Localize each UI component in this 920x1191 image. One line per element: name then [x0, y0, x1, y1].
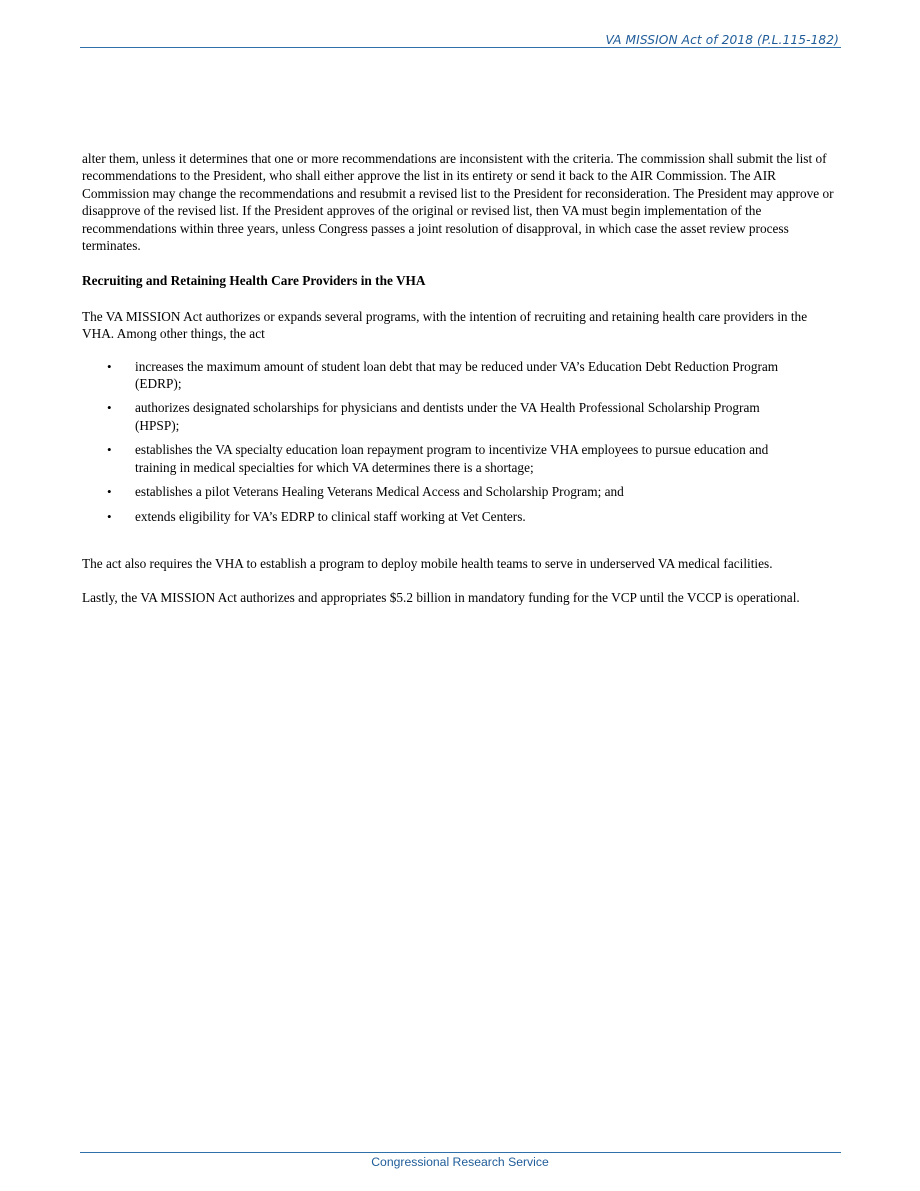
provisions-list: [82, 358, 840, 525]
header-divider: [80, 47, 841, 48]
list-item: [82, 483, 840, 500]
bullet-icon: •: [107, 484, 112, 500]
bullet-icon: •: [107, 358, 112, 374]
list-item: [82, 358, 840, 393]
funding-paragraph: Lastly, the VA MISSION Act authorizes and appropriates $5.2 billion in mandatory funding for the VCP until the VCCP is operational.: [82, 590, 800, 606]
list-item: [82, 441, 840, 476]
list-item-text: increases the maximum amount of student loan debt that may be reduced under VA’s Education Debt Reduction Program (EDRP);: [135, 358, 779, 392]
intro-paragraph: The VA MISSION Act authorizes or expands several programs, with the intention of recruiting and retaining health care providers in the VHA. Among other things, the act: [82, 308, 808, 342]
bullet-icon: •: [107, 400, 112, 416]
list-item-text: authorizes designated scholarships for physicians and dentists under the VA Health Professional Scholarship Program (HPSP);: [135, 400, 760, 433]
bullet-icon: •: [107, 508, 112, 524]
footer-divider: [80, 1152, 841, 1153]
list-item-text: establishes a pilot Veterans Healing Veterans Medical Access and Scholarship Program; and: [135, 484, 624, 500]
paragraph-continuation: alter them, unless it determines that one or more recommendations are inconsistent with the criteria. The commission shall submit the list of recommendations to the President, who shall either approve the list in its entirety or send it back to the AIR Commission. The AIR Commission may change the recommendations and resubmit a revised list to the President for reconsideration. The President may approve or disapprove of the revised list. If the President approves of the original or revised list, then VA must begin implementation of the recommendations within three years, unless Congress passes a joint resolution of disapproval, in which case the asset review process terminates.: [82, 151, 834, 254]
mobile-teams-paragraph: The act also requires the VHA to establish a program to deploy mobile health teams to serve in underserved VA medical facilities.: [82, 555, 773, 571]
list-item-text: establishes the VA specialty education loan repayment program to incentivize VHA employees to pursue education and training in medical specialties for which VA determines there is a shortage;: [135, 442, 769, 475]
list-item: [82, 508, 840, 525]
list-item: [82, 399, 840, 434]
footer-source: Congressional Research Service: [371, 1155, 549, 1169]
running-header-title: VA MISSION Act of 2018 (P.L.115-182): [605, 33, 839, 47]
list-item-text: extends eligibility for VA’s EDRP to clinical staff working at Vet Centers.: [135, 508, 526, 524]
bullet-icon: •: [107, 442, 112, 458]
section-heading: Recruiting and Retaining Health Care Providers in the VHA: [82, 273, 426, 289]
page-content: [82, 150, 840, 607]
